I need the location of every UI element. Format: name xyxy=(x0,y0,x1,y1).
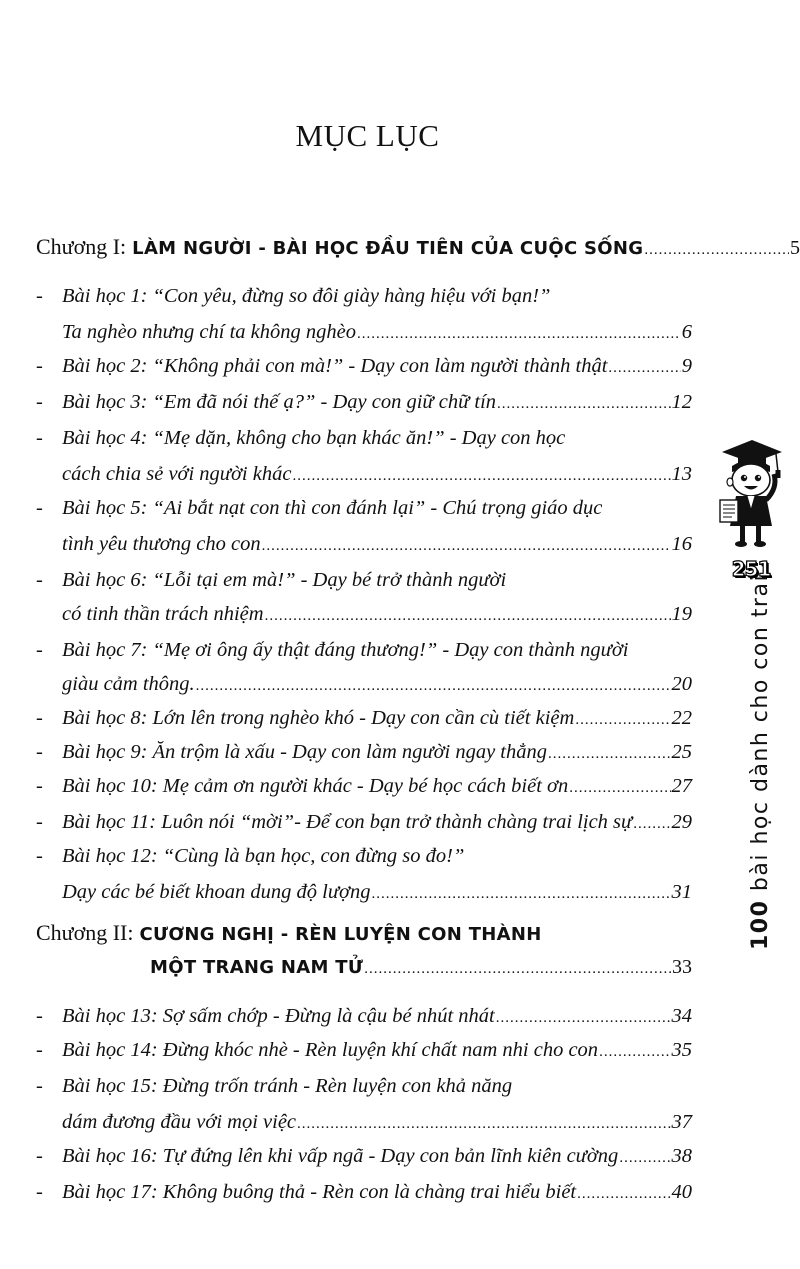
toc-entry[interactable] xyxy=(0,830,800,866)
toc-entry[interactable] xyxy=(0,1060,800,1096)
list-dash: - xyxy=(36,284,43,307)
list-dash: - xyxy=(36,740,43,763)
page-number: 40 xyxy=(671,1180,692,1203)
page-number: 37 xyxy=(671,1110,692,1133)
toc-entry[interactable] xyxy=(0,376,800,412)
toc-entry[interactable] xyxy=(0,412,800,448)
entry-text: Bài học 6: “Lỗi tại em mà!” - Dạy bé trở thành người xyxy=(62,568,507,591)
book-title-number: 100 xyxy=(748,899,773,950)
list-dash: - xyxy=(36,390,43,413)
list-dash: - xyxy=(36,1038,43,1061)
entry-text: Bài học 9: Ăn trộm là xấu - Dạy con làm người ngay thẳng xyxy=(62,740,548,763)
chapter-title: CƯƠNG NGHỊ - RÈN LUYỆN CON THÀNH xyxy=(139,924,542,945)
page-number: 19 xyxy=(671,602,692,625)
toc-entry-continuation[interactable] xyxy=(0,306,800,342)
entry-text: tình yêu thương cho con xyxy=(62,532,261,555)
page-number: 6 xyxy=(681,320,692,343)
chapter-heading-continuation[interactable] xyxy=(150,956,692,979)
leader-dots xyxy=(577,1187,670,1202)
entry-text: Bài học 7: “Mẹ ơi ông ấy thật đáng thương!” - Dạy con thành người xyxy=(62,638,629,661)
entry-text: Ta nghèo nhưng chí ta không nghèo xyxy=(62,320,356,343)
list-dash: - xyxy=(36,496,43,519)
entry-text: Bài học 4: “Mẹ dặn, không cho bạn khác ăn!” - Dạy con học xyxy=(62,426,566,449)
toc-entry-continuation[interactable] xyxy=(0,518,800,554)
graduate-boy-illustration xyxy=(716,430,786,550)
entry-text: Bài học 3: “Em đã nói thế ạ?” - Dạy con giữ chữ tín xyxy=(62,390,497,413)
leader-dots xyxy=(569,781,670,796)
book-title-text: bài học dành cho con trai xyxy=(748,573,773,892)
toc-entry[interactable] xyxy=(0,796,800,832)
chapter-heading[interactable] xyxy=(36,234,800,260)
entry-text: Bài học 5: “Ai bắt nạt con thì con đánh lại” - Chú trọng giáo dục xyxy=(62,496,603,519)
entry-text: Bài học 8: Lớn lên trong nghèo khó - Dạy con cần cù tiết kiệm xyxy=(62,706,575,729)
toc-entry[interactable] xyxy=(0,692,800,728)
chapter-title: LÀM NGƯỜI - BÀI HỌC ĐẦU TIÊN CỦA CUỘC SỐNG xyxy=(132,238,644,259)
leader-dots xyxy=(371,887,670,902)
toc-entry[interactable] xyxy=(0,482,800,518)
leader-dots xyxy=(644,242,789,259)
graduate-icon xyxy=(716,430,786,550)
page-number: 25 xyxy=(671,740,692,763)
page-number: 13 xyxy=(671,462,692,485)
leader-dots xyxy=(608,361,680,376)
leader-dots xyxy=(262,539,671,554)
toc-entry[interactable] xyxy=(0,1166,800,1202)
entry-text: Bài học 10: Mẹ cảm ơn người khác - Dạy bé học cách biết ơn xyxy=(62,774,569,797)
toc-entry[interactable] xyxy=(0,990,800,1026)
toc-entry[interactable] xyxy=(0,340,800,376)
list-dash: - xyxy=(36,1074,43,1097)
chapter-prefix: Chương II: xyxy=(36,920,134,945)
entry-text: dám đương đầu với mọi việc xyxy=(62,1110,297,1133)
entry-text: cách chia sẻ với người khác xyxy=(62,462,292,485)
toc-entry[interactable] xyxy=(0,624,800,660)
page-number: 20 xyxy=(671,672,692,695)
entry-text: Bài học 15: Đừng trốn tránh - Rèn luyện con khả năng xyxy=(62,1074,513,1097)
page-number: 29 xyxy=(671,810,692,833)
page-number: 22 xyxy=(671,706,692,729)
toc-entry[interactable] xyxy=(0,1024,800,1060)
page-number: 31 xyxy=(671,880,692,903)
list-dash: - xyxy=(36,1004,43,1027)
entry-text: Bài học 2: “Không phải con mà!” - Dạy con làm người thành thật xyxy=(62,354,608,377)
vertical-book-title xyxy=(748,574,773,950)
leader-dots xyxy=(497,397,670,412)
entry-text: Bài học 13: Sợ sấm chớp - Đừng là cậu bé nhút nhát xyxy=(62,1004,495,1027)
toc-entry[interactable] xyxy=(0,554,800,590)
entry-text: Bài học 12: “Cùng là bạn học, con đừng so đo!” xyxy=(62,844,465,867)
entry-text: Bài học 11: Luôn nói “mời”- Để con bạn trở thành chàng trai lịch sự xyxy=(62,810,633,833)
list-dash: - xyxy=(36,354,43,377)
toc-entry-continuation[interactable] xyxy=(0,866,800,902)
page-number: 16 xyxy=(671,532,692,555)
toc-entry-continuation[interactable] xyxy=(0,448,800,484)
list-dash: - xyxy=(36,426,43,449)
toc-entry-continuation[interactable] xyxy=(0,1096,800,1132)
page-number: 34 xyxy=(671,1004,692,1027)
list-dash: - xyxy=(36,844,43,867)
toc-entry[interactable] xyxy=(0,726,800,762)
list-dash: - xyxy=(36,810,43,833)
chapter-prefix: Chương I: xyxy=(36,234,127,259)
chapter-title: MỘT TRANG NAM TỬ xyxy=(150,957,364,978)
list-dash: - xyxy=(36,706,43,729)
toc-entry[interactable] xyxy=(0,270,800,306)
list-dash: - xyxy=(36,774,43,797)
page-number: 38 xyxy=(671,1144,692,1167)
toc-entry-continuation[interactable] xyxy=(0,588,800,624)
page-number: 33 xyxy=(672,956,692,978)
toc-entry[interactable] xyxy=(0,760,800,796)
page-number: 12 xyxy=(671,390,692,413)
entry-text: Bài học 16: Tự đứng lên khi vấp ngã - Dạy con bản lĩnh kiên cường xyxy=(62,1144,619,1167)
page-number: 9 xyxy=(681,354,692,377)
list-dash: - xyxy=(36,1144,43,1167)
entry-text: Bài học 17: Không buông thả - Rèn con là chàng trai hiểu biết xyxy=(62,1180,577,1203)
leader-dots xyxy=(364,961,671,978)
entry-text: Dạy các bé biết khoan dung độ lượng xyxy=(62,880,371,903)
list-dash: - xyxy=(36,638,43,661)
entry-text: có tinh thần trách nhiệm xyxy=(62,602,264,625)
page-number: 27 xyxy=(671,774,692,797)
toc-entry[interactable] xyxy=(0,1130,800,1166)
entry-text: giàu cảm thông. xyxy=(62,672,195,695)
page-number: 35 xyxy=(671,1038,692,1061)
page-title: MỤC LỤC xyxy=(295,118,440,153)
entry-text: Bài học 1: “Con yêu, đừng so đôi giày hàng hiệu với bạn!” xyxy=(62,284,551,307)
leader-dots xyxy=(599,1045,670,1060)
leader-dots xyxy=(265,609,671,624)
entry-text: Bài học 14: Đừng khóc nhè - Rèn luyện khí chất nam nhi cho con xyxy=(62,1038,599,1061)
list-dash: - xyxy=(36,568,43,591)
page-number-badge: 251 xyxy=(731,557,771,581)
leader-dots xyxy=(619,1151,670,1166)
toc-entry-continuation[interactable] xyxy=(0,658,800,694)
page-number: 5 xyxy=(790,237,800,259)
list-dash: - xyxy=(36,1180,43,1203)
chapter-heading[interactable] xyxy=(36,920,692,946)
